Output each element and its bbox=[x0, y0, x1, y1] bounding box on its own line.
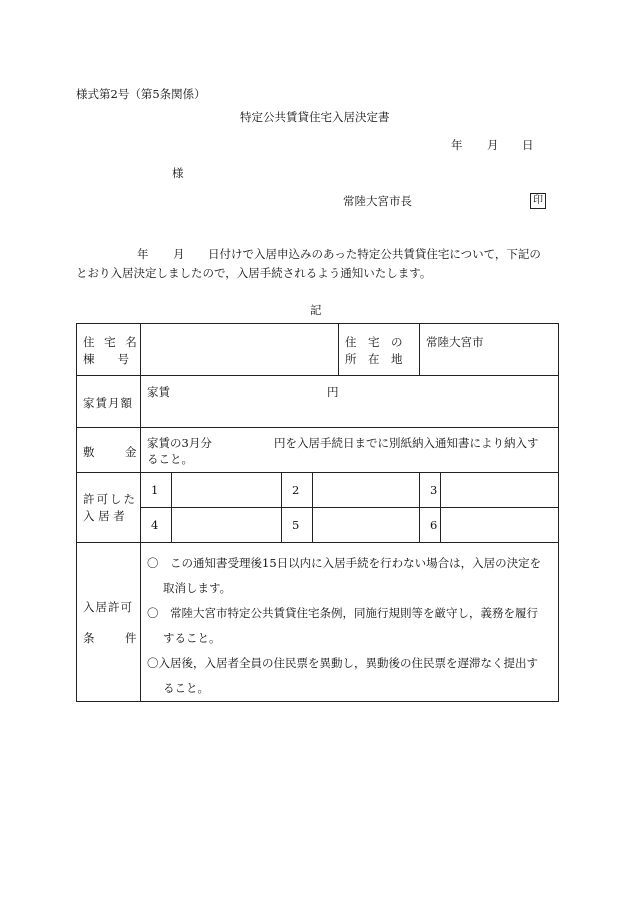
body-month: 月 bbox=[173, 247, 185, 261]
date-day: 日 bbox=[522, 138, 534, 152]
location-value: 常陸大宮市 bbox=[426, 335, 484, 349]
document-title: 特定公共賃貸住宅入居決定書 bbox=[240, 110, 390, 124]
deposit-label-cell bbox=[77, 428, 141, 473]
deposit-value-cell bbox=[141, 428, 559, 473]
conditions-label-1: 入居許可 bbox=[83, 600, 133, 614]
resident-number: 6 bbox=[420, 508, 441, 543]
form-number: 様式第2号（第5条関係） bbox=[76, 87, 206, 101]
ki-heading: 記 bbox=[310, 303, 322, 317]
table-row bbox=[77, 376, 559, 428]
resident-number: 2 bbox=[282, 473, 313, 508]
deposit-label-left: 敷 bbox=[83, 445, 95, 459]
issuer-name: 常陸大宮市長 bbox=[343, 194, 412, 208]
location-value-cell bbox=[420, 324, 559, 376]
condition-item-3: 〇入居後，入居者全員の住民票を異動し，異動後の住民票を遅滞なく提出す bbox=[147, 656, 538, 670]
resident-name-field bbox=[172, 508, 282, 543]
date-month: 月 bbox=[487, 138, 499, 152]
conditions-label-2-right: 件 bbox=[125, 631, 137, 645]
conditions-list bbox=[141, 543, 559, 702]
conditions-label-cell bbox=[77, 543, 141, 702]
resident-name-field bbox=[441, 508, 559, 543]
approved-residents-label-cell bbox=[77, 473, 141, 543]
resident-name-field bbox=[441, 473, 559, 508]
seal-mark: 印 bbox=[530, 193, 546, 209]
resident-name-field bbox=[172, 473, 282, 508]
deposit-label-right: 金 bbox=[125, 445, 137, 459]
table-row bbox=[77, 428, 559, 473]
approved-residents-label-1: 許可した bbox=[83, 492, 137, 506]
addressee-suffix: 様 bbox=[172, 166, 184, 180]
body-year: 年 bbox=[137, 247, 149, 261]
location-label-cell bbox=[339, 324, 420, 376]
approved-residents-label-2: 入 居 者 bbox=[83, 509, 125, 523]
body-line-1: 日付けで入居申込みのあった特定公共賃貸住宅について，下記の bbox=[208, 247, 541, 261]
table-row bbox=[77, 324, 559, 376]
location-label-line2: 所 在 地 bbox=[345, 352, 403, 366]
conditions-label-2-left: 条 bbox=[83, 631, 95, 645]
deposit-text-3: ること。 bbox=[147, 452, 193, 466]
resident-number: 3 bbox=[420, 473, 441, 508]
building-number-label: 棟 号 bbox=[83, 352, 129, 366]
resident-number: 5 bbox=[282, 508, 313, 543]
housing-name-label: 住 宅 名 bbox=[83, 335, 140, 349]
housing-name-value bbox=[141, 324, 339, 376]
rent-prefix: 家賃 bbox=[147, 385, 170, 399]
deposit-text-1: 家賃の3月分 bbox=[147, 436, 212, 450]
resident-name-field bbox=[313, 508, 420, 543]
date-year: 年 bbox=[451, 138, 463, 152]
condition-item-2-cont: すること。 bbox=[163, 631, 221, 645]
resident-number: 1 bbox=[141, 473, 172, 508]
location-label-line1: 住 宅 の bbox=[345, 335, 403, 349]
table-row bbox=[77, 508, 559, 543]
table-row bbox=[77, 473, 559, 508]
condition-item-3-cont: ること。 bbox=[163, 681, 209, 695]
rent-unit: 円 bbox=[327, 385, 339, 399]
rent-label: 家賃月額 bbox=[83, 396, 133, 410]
resident-name-field bbox=[313, 473, 420, 508]
rent-value-cell bbox=[141, 376, 559, 428]
body-line-2: とおり入居決定しましたので，入居手続されるよう通知いたします。 bbox=[76, 266, 432, 280]
condition-item-2: 〇 常陸大宮市特定公共賃貸住宅条例，同施行規則等を厳守し，義務を履行 bbox=[147, 606, 538, 620]
deposit-text-2: 円を入居手続日までに別紙納入通知書により納入す bbox=[274, 436, 539, 450]
housing-name-label-cell bbox=[77, 324, 141, 376]
table-row bbox=[77, 543, 559, 702]
condition-item-1: 〇 この通知書受理後15日以内に入居手続を行わない場合は，入居の決定を bbox=[147, 556, 542, 570]
rent-label-cell bbox=[77, 376, 141, 428]
resident-number: 4 bbox=[141, 508, 172, 543]
condition-item-1-cont: 取消します。 bbox=[163, 581, 232, 595]
decision-table bbox=[76, 323, 559, 702]
seal-stamp bbox=[530, 192, 546, 209]
